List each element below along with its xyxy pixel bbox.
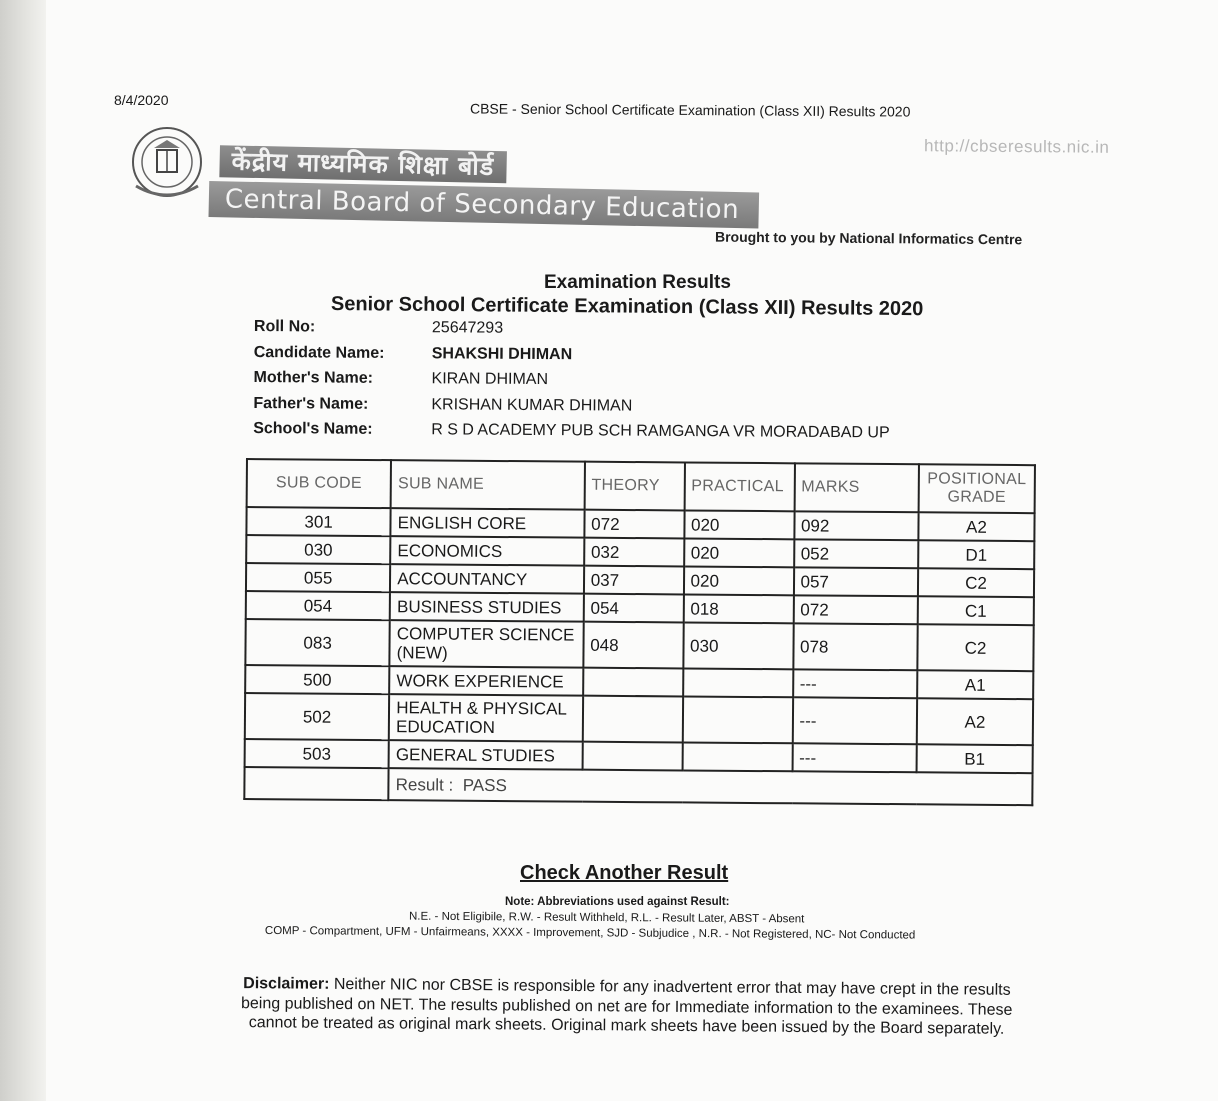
sub-code: 083 [245, 619, 390, 666]
sub-code: 055 [246, 563, 390, 592]
theory-marks: 032 [584, 538, 684, 567]
roll-value: 25647293 [431, 319, 504, 337]
positional-grade: D1 [918, 540, 1034, 569]
col-header-theory: THEORY [584, 462, 684, 511]
col-header-sub-code: SUB CODE [247, 459, 392, 508]
result-value: PASS [462, 775, 507, 795]
sub-code: 054 [246, 591, 390, 620]
sub-name: GENERAL STUDIES [389, 740, 583, 770]
total-marks: 057 [793, 567, 918, 596]
theory-marks: 048 [583, 622, 683, 669]
sub-code: 503 [245, 739, 389, 768]
exam-heading: Examination Results [544, 272, 731, 293]
board-name-english: Central Board of Secondary Education [208, 181, 759, 229]
positional-grade: C2 [918, 568, 1034, 597]
disclaimer-text: Neither NIC nor CBSE is responsible for any inadvertent error that may have crept in the results being published on NET. The results published on net are for Immediate information to the examinees. These cannot be treated as original mark sheets. Original mark sheets have been issued by the Board separately. [240, 975, 1013, 1038]
practical-marks: 020 [684, 510, 794, 539]
theory-marks: 037 [584, 566, 684, 595]
col-header-practical: PRACTICAL [684, 462, 794, 511]
board-banner [208, 145, 759, 231]
sub-code: 502 [245, 693, 390, 740]
positional-grade: A1 [917, 670, 1033, 699]
practical-marks: 020 [684, 538, 794, 567]
col-header-sub-name: SUB NAME [391, 460, 585, 510]
practical-marks [683, 668, 793, 697]
scan-edge-shadow [0, 0, 46, 1101]
total-marks: 072 [793, 595, 918, 624]
table-row [245, 693, 1033, 745]
practical-marks [682, 742, 792, 771]
practical-marks [682, 696, 792, 743]
board-name-hindi: केंद्रीय माध्यमिक शिक्षा बोर्ड [219, 145, 506, 183]
mother-name-value: KIRAN DHIMAN [431, 370, 549, 389]
practical-marks: 020 [683, 566, 793, 595]
total-marks: 052 [794, 539, 919, 568]
disclaimer [231, 974, 1021, 1039]
check-another-result-link[interactable]: Check Another Result [520, 862, 729, 884]
note-abbreviations-line2: COMP - Compartment, UFM - Unfairmeans, XXXX - Improvement, SJD - Subjudice , N.R. - Not Registered, NC- Not Conducted [264, 925, 916, 942]
print-date: 8/4/2020 [114, 92, 169, 108]
brought-by-nic: Brought to you by National Informatics Centre [714, 228, 1023, 248]
theory-marks: 054 [583, 594, 683, 623]
practical-marks: 018 [683, 594, 793, 623]
print-page-title: CBSE - Senior School Certificate Examination (Class XII) Results 2020 [469, 100, 911, 120]
table-row [245, 619, 1033, 671]
theory-marks: 072 [584, 510, 684, 539]
total-marks: --- [792, 697, 917, 744]
total-marks: 078 [793, 623, 918, 670]
school-name-value: R S D ACADEMY PUB SCH RAMGANGA VR MORADABAD UP [431, 421, 890, 442]
result-label: Result : [395, 774, 454, 795]
sub-code: 500 [245, 665, 389, 694]
candidate-name-label: Candidate Name: [253, 343, 385, 362]
result-row [244, 767, 1032, 805]
total-marks: 092 [794, 511, 919, 540]
sub-name: COMPUTER SCIENCE (NEW) [390, 620, 584, 668]
father-name-value: KRISHAN KUMAR DHIMAN [431, 395, 633, 415]
school-name-label: School's Name: [253, 419, 373, 438]
practical-marks: 030 [683, 622, 793, 669]
father-name-label: Father's Name: [253, 394, 369, 413]
col-header-grade: POSITIONAL GRADE [919, 464, 1035, 513]
sub-name: BUSINESS STUDIES [390, 592, 584, 622]
sub-name: ECONOMICS [390, 536, 584, 566]
theory-marks [582, 742, 682, 771]
candidate-name-value: SHAKSHI DHIMAN [431, 344, 573, 363]
results-table [243, 458, 1036, 806]
note-abbreviations-line1: N.E. - Not Eligibile, R.W. - Result Withheld, R.L. - Result Later, ABST - Absent [408, 910, 805, 926]
theory-marks [583, 696, 683, 743]
col-header-marks: MARKS [794, 463, 919, 512]
total-marks: --- [792, 743, 917, 772]
exam-subheading: Senior School Certificate Examination (Class XII) Results 2020 [330, 293, 924, 321]
positional-grade: A2 [918, 512, 1034, 541]
positional-grade: C2 [917, 624, 1033, 671]
sub-name: ENGLISH CORE [391, 508, 585, 538]
mother-name-label: Mother's Name: [253, 368, 374, 387]
result-empty-cell [244, 767, 388, 800]
total-marks: --- [793, 669, 918, 698]
roll-label: Roll No: [253, 318, 316, 336]
positional-grade: A2 [917, 698, 1033, 745]
note-heading: Note: Abbreviations used against Result: [505, 896, 730, 908]
info-row-school [253, 420, 953, 450]
sub-code: 301 [246, 507, 390, 536]
candidate-info [253, 318, 954, 450]
site-url[interactable]: http://cbseresults.nic.in [923, 136, 1110, 157]
sub-name: ACCOUNTANCY [390, 564, 584, 594]
cbse-emblem-icon [128, 124, 206, 204]
sub-code: 030 [246, 535, 390, 564]
table-header-row [247, 459, 1035, 513]
sub-name: WORK EXPERIENCE [389, 666, 583, 696]
theory-marks [583, 668, 683, 697]
result-status [389, 768, 1033, 805]
positional-grade: B1 [917, 744, 1033, 773]
sub-name: HEALTH & PHYSICAL EDUCATION [389, 694, 583, 742]
positional-grade: C1 [918, 596, 1034, 625]
disclaimer-label: Disclaimer: [243, 975, 330, 993]
